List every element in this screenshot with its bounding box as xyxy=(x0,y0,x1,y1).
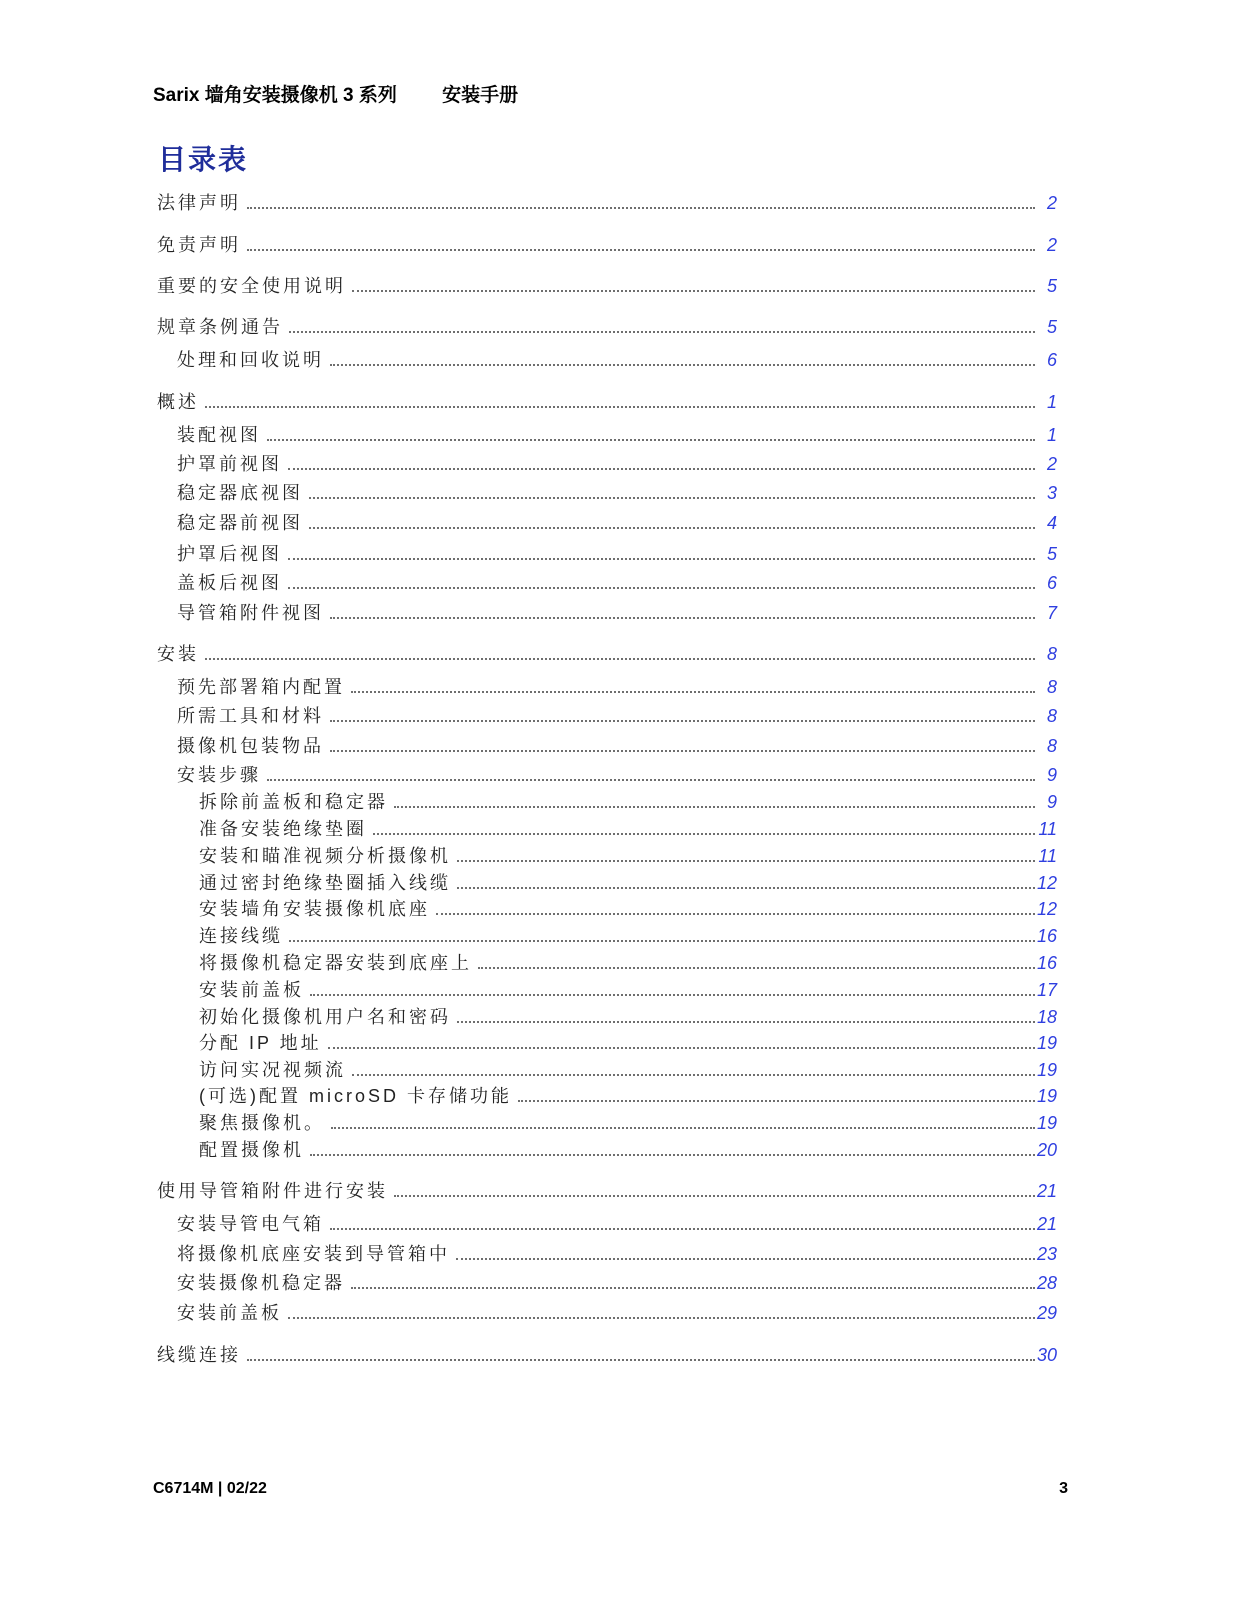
toc-entry[interactable] xyxy=(177,480,1057,504)
toc-leader-dots xyxy=(267,779,1035,781)
toc-entry-label: 摄像机包装物品 xyxy=(177,736,324,756)
toc-entry-page[interactable]: 19 xyxy=(1036,1086,1057,1106)
toc-entry-label: 访问实况视频流 xyxy=(199,1060,346,1080)
toc-entry-label: 安装墙角安装摄像机底座 xyxy=(199,899,430,919)
toc-entry[interactable] xyxy=(177,347,1057,371)
toc-leader-dots xyxy=(373,833,1035,835)
toc-leader-dots xyxy=(330,364,1035,366)
toc-entry-label: 将摄像机底座安装到导管箱中 xyxy=(177,1244,450,1264)
header-doc-type: 安装手册 xyxy=(442,85,519,106)
toc-entry-label: 所需工具和材料 xyxy=(177,706,324,726)
toc-entry-page[interactable]: 19 xyxy=(1036,1033,1057,1053)
toc-entry-label: 安装和瞄准视频分析摄像机 xyxy=(199,846,451,866)
toc-entry-page[interactable]: 12 xyxy=(1036,899,1057,919)
toc-entry-label: 安装导管电气箱 xyxy=(177,1214,324,1234)
toc-leader-dots xyxy=(309,497,1035,499)
toc-entry-page[interactable]: 19 xyxy=(1036,1113,1057,1133)
toc-entry-label: 配置摄像机 xyxy=(199,1140,304,1160)
toc-entry[interactable] xyxy=(177,733,1057,757)
toc-entry[interactable] xyxy=(177,570,1057,594)
toc-entry[interactable] xyxy=(177,762,1057,786)
toc-entry-page[interactable]: 12 xyxy=(1036,873,1057,893)
toc-entry[interactable] xyxy=(199,1030,1057,1054)
toc-leader-dots xyxy=(309,527,1035,529)
toc-leader-dots xyxy=(518,1100,1035,1102)
toc-entry[interactable] xyxy=(199,789,1057,813)
toc-leader-dots xyxy=(352,1074,1035,1076)
toc-leader-dots xyxy=(288,587,1035,589)
toc-entry-label: 连接线缆 xyxy=(199,926,283,946)
toc-entry[interactable] xyxy=(199,1004,1057,1028)
toc-entry-label: 稳定器底视图 xyxy=(177,483,303,503)
toc-entry-page[interactable]: 8 xyxy=(1046,736,1057,756)
toc-entry[interactable] xyxy=(157,1178,1057,1202)
toc-entry[interactable] xyxy=(199,1083,1057,1107)
toc-entry[interactable] xyxy=(199,950,1057,974)
toc-entry-label: 安装前盖板 xyxy=(177,1303,282,1323)
toc-entry[interactable] xyxy=(199,843,1057,867)
toc-entry[interactable] xyxy=(199,977,1057,1001)
toc-entry-label: 线缆连接 xyxy=(157,1345,241,1365)
toc-entry-label: 法律声明 xyxy=(157,193,241,213)
toc-entry[interactable] xyxy=(157,1342,1057,1366)
toc-entry[interactable] xyxy=(177,1241,1057,1265)
toc-entry-label: 初始化摄像机用户名和密码 xyxy=(199,1007,451,1027)
toc-entry-label: 护罩后视图 xyxy=(177,544,282,564)
toc-entry-label: 装配视图 xyxy=(177,425,261,445)
toc-leader-dots xyxy=(310,994,1035,996)
toc-leader-dots xyxy=(205,658,1035,660)
toc-entry-page[interactable]: 20 xyxy=(1036,1140,1057,1160)
toc-leader-dots xyxy=(310,1154,1035,1156)
toc-entry-label: 预先部署箱内配置 xyxy=(177,677,345,697)
toc-entry-label: 规章条例通告 xyxy=(157,317,283,337)
toc-entry-page[interactable]: 16 xyxy=(1036,953,1057,973)
toc-leader-dots xyxy=(457,1021,1035,1023)
toc-entry-page[interactable]: 8 xyxy=(1046,644,1057,664)
toc-entry-label: 导管箱附件视图 xyxy=(177,603,324,623)
toc-entry-page[interactable]: 21 xyxy=(1036,1181,1057,1201)
toc-leader-dots xyxy=(247,207,1035,209)
toc-entry[interactable] xyxy=(157,389,1057,413)
toc-entry-label: 使用导管箱附件进行安装 xyxy=(157,1181,388,1201)
toc-entry[interactable] xyxy=(177,1300,1057,1324)
toc-entry-page[interactable]: 4 xyxy=(1046,513,1057,533)
toc-leader-dots xyxy=(289,940,1035,942)
toc-leader-dots xyxy=(330,750,1035,752)
toc-entry-label: 稳定器前视图 xyxy=(177,513,303,533)
toc-entry-page[interactable]: 11 xyxy=(1038,819,1057,839)
toc-leader-dots xyxy=(457,860,1035,862)
toc-entry-page[interactable]: 5 xyxy=(1046,544,1057,564)
toc-entry-page[interactable]: 1 xyxy=(1046,392,1057,412)
toc-entry-label: (可选)配置 microSD 卡存储功能 xyxy=(199,1086,512,1106)
toc-entry[interactable] xyxy=(157,190,1057,214)
toc-entry-page[interactable]: 8 xyxy=(1046,677,1057,697)
toc-leader-dots xyxy=(351,691,1035,693)
toc-entry-page[interactable]: 5 xyxy=(1046,276,1057,296)
toc-entry-page[interactable]: 2 xyxy=(1046,454,1057,474)
toc-leader-dots xyxy=(456,1258,1035,1260)
toc-entry-label: 安装 xyxy=(157,644,199,664)
toc-leader-dots xyxy=(288,1317,1035,1319)
toc-leader-dots xyxy=(352,290,1035,292)
toc-entry[interactable] xyxy=(199,1110,1057,1134)
toc-entry-page[interactable]: 2 xyxy=(1046,193,1057,213)
toc-entry[interactable] xyxy=(199,816,1057,840)
toc-leader-dots xyxy=(330,617,1035,619)
toc-leader-dots xyxy=(331,1127,1035,1129)
running-header xyxy=(153,80,518,107)
toc-leader-dots xyxy=(478,967,1035,969)
toc-leader-dots xyxy=(247,249,1035,251)
toc-leader-dots xyxy=(351,1287,1035,1289)
toc-entry-page[interactable]: 28 xyxy=(1036,1273,1057,1293)
toc-entry-page[interactable]: 6 xyxy=(1046,573,1057,593)
toc-entry-page[interactable]: 18 xyxy=(1036,1007,1057,1027)
toc-entry-page[interactable]: 8 xyxy=(1046,706,1057,726)
toc-entry-page[interactable]: 17 xyxy=(1036,980,1057,1000)
toc-entry-label: 处理和回收说明 xyxy=(177,350,324,370)
toc-leader-dots xyxy=(205,406,1035,408)
toc-entry-label: 护罩前视图 xyxy=(177,454,282,474)
toc-entry[interactable] xyxy=(177,510,1057,534)
toc-entry-page[interactable]: 6 xyxy=(1046,350,1057,370)
toc-entry[interactable] xyxy=(199,870,1057,894)
toc-entry-page[interactable]: 11 xyxy=(1038,846,1057,866)
toc-entry[interactable] xyxy=(199,1137,1057,1161)
toc-entry-label: 安装摄像机稳定器 xyxy=(177,1273,345,1293)
toc-entry[interactable] xyxy=(177,703,1057,727)
toc-entry-label: 概述 xyxy=(157,392,199,412)
toc-entry-page[interactable]: 23 xyxy=(1036,1244,1057,1264)
toc-entry-label: 准备安装绝缘垫圈 xyxy=(199,819,367,839)
toc-entry[interactable] xyxy=(199,1057,1057,1081)
toc-entry-page[interactable]: 19 xyxy=(1036,1060,1057,1080)
toc-entry-page[interactable]: 3 xyxy=(1046,483,1057,503)
toc-entry-page[interactable]: 5 xyxy=(1046,317,1057,337)
toc-leader-dots xyxy=(394,1195,1035,1197)
toc-entry[interactable] xyxy=(177,674,1057,698)
toc-leader-dots xyxy=(288,558,1035,560)
toc-entry[interactable] xyxy=(199,896,1057,920)
toc-entry-page[interactable]: 2 xyxy=(1046,235,1057,255)
header-product: Sarix 墙角安装摄像机 3 系列 xyxy=(153,85,397,106)
toc-leader-dots xyxy=(328,1047,1035,1049)
toc-leader-dots xyxy=(288,468,1035,470)
toc-entry[interactable] xyxy=(177,541,1057,565)
toc-entry-page[interactable]: 7 xyxy=(1046,603,1057,623)
toc-entry[interactable] xyxy=(199,923,1057,947)
toc-entry-page[interactable]: 1 xyxy=(1046,425,1057,445)
toc-entry-label: 拆除前盖板和稳定器 xyxy=(199,792,388,812)
toc-entry[interactable] xyxy=(177,1270,1057,1294)
toc-entry-label: 免责声明 xyxy=(157,235,241,255)
toc-entry-label: 将摄像机稳定器安装到底座上 xyxy=(199,953,472,973)
toc-entry-label: 安装步骤 xyxy=(177,765,261,785)
footer-page-number: 3 xyxy=(1059,1480,1068,1497)
toc-entry[interactable] xyxy=(177,451,1057,475)
toc-entry[interactable] xyxy=(157,273,1057,297)
toc-leader-dots xyxy=(457,887,1035,889)
toc-title: 目录表 xyxy=(158,144,249,175)
toc-entry[interactable] xyxy=(177,600,1057,624)
toc-entry-page[interactable]: 9 xyxy=(1046,792,1057,812)
toc-leader-dots xyxy=(394,806,1035,808)
toc-entry[interactable] xyxy=(157,641,1057,665)
toc-entry-label: 安装前盖板 xyxy=(199,980,304,1000)
toc-entry[interactable] xyxy=(157,314,1057,338)
toc-entry-page[interactable]: 21 xyxy=(1036,1214,1057,1234)
toc-entry-page[interactable]: 16 xyxy=(1036,926,1057,946)
footer-doc-code: C6714M | 02/22 xyxy=(153,1480,267,1497)
toc-entry[interactable] xyxy=(177,1211,1057,1235)
toc-leader-dots xyxy=(330,720,1035,722)
toc-leader-dots xyxy=(436,913,1035,915)
toc-entry-label: 重要的安全使用说明 xyxy=(157,276,346,296)
toc-leader-dots xyxy=(267,439,1035,441)
toc-entry-label: 分配 IP 地址 xyxy=(199,1033,322,1053)
toc-entry-page[interactable]: 29 xyxy=(1036,1303,1057,1323)
toc-leader-dots xyxy=(289,331,1035,333)
toc-entry[interactable] xyxy=(157,232,1057,256)
toc-leader-dots xyxy=(247,1359,1035,1361)
toc-entry[interactable] xyxy=(177,422,1057,446)
toc-leader-dots xyxy=(330,1228,1035,1230)
toc-entry-label: 盖板后视图 xyxy=(177,573,282,593)
toc-entry-page[interactable]: 30 xyxy=(1036,1345,1057,1365)
toc-entry-page[interactable]: 9 xyxy=(1046,765,1057,785)
toc-entry-label: 聚焦摄像机。 xyxy=(199,1113,325,1133)
toc-entry-label: 通过密封绝缘垫圈插入线缆 xyxy=(199,873,451,893)
